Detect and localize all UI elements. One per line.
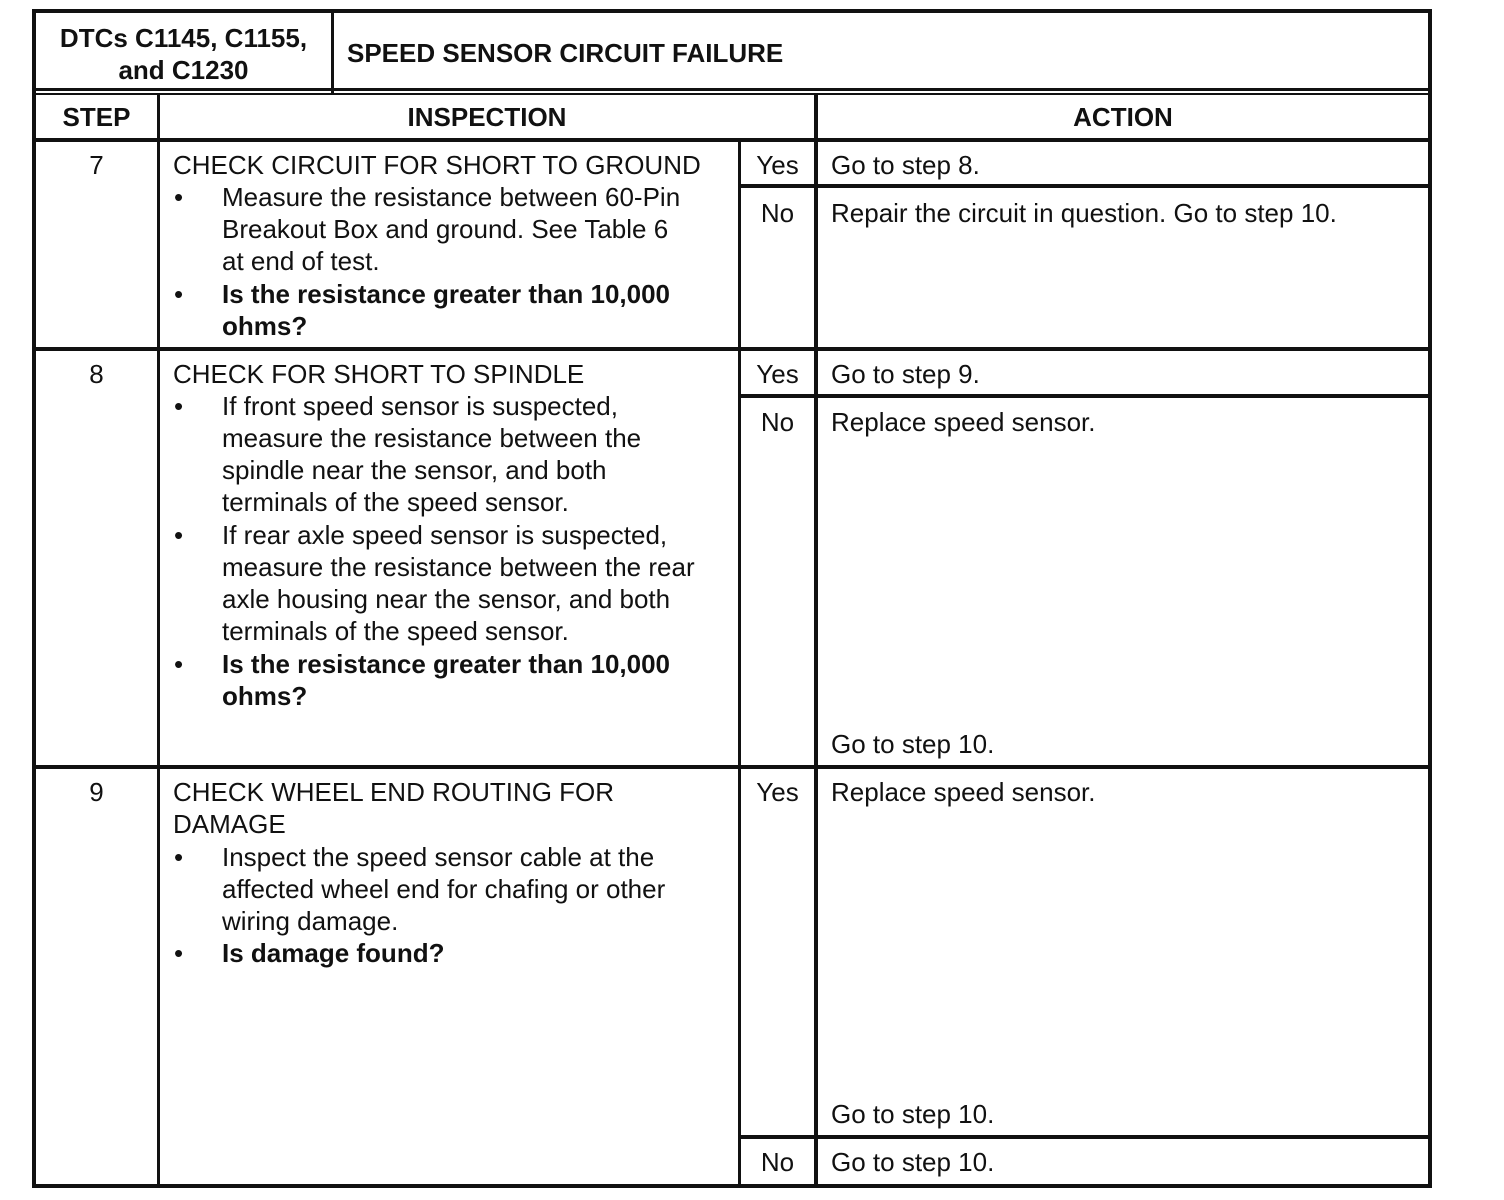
step-8-bullet-2-line: axle housing near the sensor, and both [222,584,671,614]
answer-rule-8 [738,394,1432,398]
dtc-codes-line-2: and C1230 [118,55,249,85]
bullet-icon: • [174,520,184,550]
step-9-bullet-1-line: affected wheel end for chafing or other [222,874,666,904]
answer-label-no: No [760,407,795,437]
row-rule-8-9 [32,765,1432,769]
step-number-8: 8 [89,359,104,389]
step-number-9: 9 [89,777,104,807]
answer-label-no: No [760,1147,795,1177]
col-line-answer [738,140,741,1188]
bullet-icon: • [174,391,184,421]
action-text: Replace speed sensor. [831,777,1096,807]
step-heading-8: CHECK FOR SHORT TO SPINDLE [173,359,585,389]
step-8-bullet-2-line: If rear axle speed sensor is suspected, [222,520,668,550]
step-number-7: 7 [89,150,104,180]
column-header-inspection: INSPECTION [407,102,567,132]
action-text: Repair the circuit in question. Go to step 10. [831,198,1337,228]
border-top [32,9,1432,13]
answer-label-no: No [760,198,795,228]
step-heading-9: CHECK WHEEL END ROUTING FOR [173,777,615,807]
answer-label-yes: Yes [756,777,799,807]
bullet-icon: • [174,649,184,679]
page-title: SPEED SENSOR CIRCUIT FAILURE [347,38,784,68]
step-8-bullet-2-line: measure the resistance between the rear [222,552,695,582]
step-8-bullet-1-line: measure the resistance between the [222,423,642,453]
step-7-bullet-1-line: at end of test. [222,246,380,276]
title-rule [32,88,1432,91]
step-heading-7: CHECK CIRCUIT FOR SHORT TO GROUND [173,150,701,180]
answer-rule-9 [738,1135,1432,1139]
bullet-icon: • [174,279,184,309]
answer-rule-7 [738,184,1432,188]
action-text: Go to step 8. [831,150,980,180]
step-8-bullet-1-line: terminals of the speed sensor. [222,487,569,517]
action-text: Go to step 9. [831,359,980,389]
step-8-bullet-1-line: If front speed sensor is suspected, [222,391,618,421]
action-text: Go to step 10. [831,1099,995,1129]
answer-label-yes: Yes [756,150,799,180]
bullet-icon: • [174,938,184,968]
answer-label-yes: Yes [756,359,799,389]
col-line-action [814,93,818,1188]
border-left [32,9,36,1188]
title-rule-2 [32,93,1432,95]
dtc-codes-line-1: DTCs C1145, C1155, [59,23,308,53]
step-8-bullet-1-line: spindle near the sensor, and both [222,455,607,485]
step-8-question-line: ohms? [222,681,308,711]
step-9-question-line: Is damage found? [222,938,445,968]
step-8-question-line: Is the resistance greater than 10,000 [222,649,671,679]
bullet-icon: • [174,182,184,212]
action-text: Go to step 10. [831,729,995,759]
step-9-bullet-1-line: Inspect the speed sensor cable at the [222,842,655,872]
step-7-question-line: ohms? [222,311,308,341]
title-divider [331,9,334,93]
step-heading-9: DAMAGE [173,809,286,839]
header-rule [32,138,1432,142]
column-header-step: STEP [62,102,131,132]
step-8-bullet-2-line: terminals of the speed sensor. [222,616,569,646]
col-line-step [157,93,160,1188]
action-text: Go to step 10. [831,1147,995,1177]
column-header-action: ACTION [1073,102,1173,132]
step-7-bullet-1-line: Measure the resistance between 60-Pin [222,182,681,212]
bullet-icon: • [174,842,184,872]
step-7-bullet-1-line: Breakout Box and ground. See Table 6 [222,214,669,244]
action-text: Replace speed sensor. [831,407,1096,437]
step-9-bullet-1-line: wiring damage. [222,906,399,936]
border-bottom [32,1184,1432,1188]
row-rule-7-8 [32,347,1432,351]
step-7-question-line: Is the resistance greater than 10,000 [222,279,671,309]
